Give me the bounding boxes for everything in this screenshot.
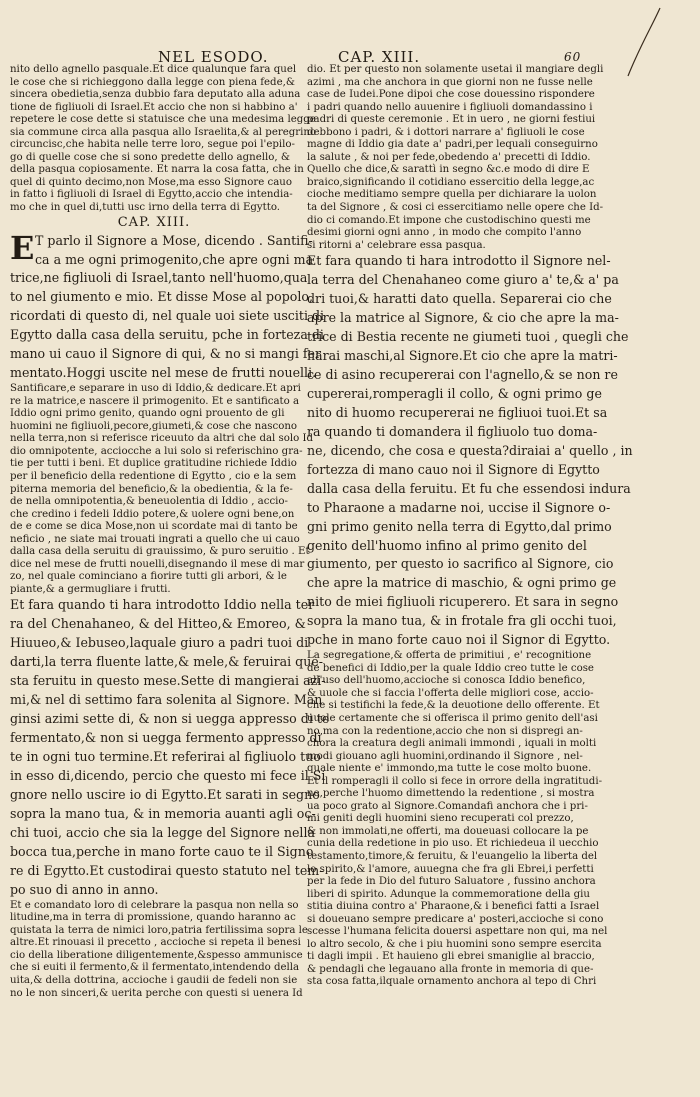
text-line: re di Egytto.Et custodirai questo statuto nel tem- [10, 862, 324, 878]
text-line: nito di huomo recupererai ne figliuoi tuoi.Et sa [307, 404, 608, 420]
text-line: sopra la mano tua, & in memoria auanti agli oc- [10, 805, 316, 821]
text-line: uita,& della dottrina, accioche i gaudii de fedeli non sie [10, 975, 298, 987]
drop-cap-paragraph [10, 228, 314, 270]
text-line: stitia diuina contro a' Pharaone,& i benefici fatti a Israel [307, 901, 600, 913]
text-line: Quello che dice,& sarattì in segno &c.e modo di dire E [307, 164, 590, 176]
text-line: Santificare,e separare in uso di Iddio,& dedicare.Et apri [10, 383, 301, 395]
text-line: in esso di,dicendo, percio che questo mi fece il Si [10, 768, 326, 784]
text-line: de nella omnipotentia,& beneuolentia di Iddio , accio- [10, 496, 288, 508]
text-line: apre la matrice al Signore, & cio che apre la ma- [307, 310, 619, 326]
text-line: braico,significando il cotidiano essercitio della legge,ac [307, 176, 595, 188]
folio-number: 60 [564, 50, 582, 64]
text-line: to Pharaone a madarne noi, uccise il Signore o- [307, 499, 611, 515]
text-line: & uuole che si faccia l'offerta delle migliori cose, accio- [307, 687, 594, 699]
text-line: scesse l'humana felicita douersi aspettare non qui, ma nel [307, 926, 608, 938]
commentary-paragraph [10, 899, 308, 1000]
text-line: La segregatione,& offerta de primitiui , e' recognitione [307, 650, 592, 662]
text-line: chi tuoi, accio che sia la legge del Signore nella [10, 824, 315, 840]
text-line: & pendagli che legauano alla fronte in memoria di que- [307, 963, 594, 975]
text-line: dio omnipotente, acciocche a lui solo si referischino gra- [10, 445, 303, 457]
text-line: dri tuoi,& haratti dato quella. Separerai cio che [307, 291, 612, 307]
text-line: dio ci comando.Et impone che custodischino questi me [307, 214, 591, 226]
text-line: giumento, per questo io sacrifico al Signore, cio [307, 556, 614, 572]
text-line: la salute , & noi per fede,obedendo a' precetti di Iddio. [307, 151, 591, 163]
text-line: Hiuueo,& Iebuseo,laquale giuro a padri tuoi di [10, 635, 309, 651]
text-line: sopra la mano tua, & in frotale fra gli occhi tuoi, [307, 613, 617, 629]
text-line: pche in mano forte cauo noi il Signor di Egytto. [307, 632, 611, 648]
text-line: mi,& nel di settimo fara solenita al Signore. Man [10, 692, 323, 708]
text-line: gnore nello uscire io di Egytto.Et sarati in segno [10, 787, 320, 803]
text-line: cioche meditiamo sempre quella per dichiarare la uolon [307, 189, 597, 201]
chapter-title: CAP. XIII. [117, 214, 191, 230]
text-line: cunia della redetione in pio uso. Et richiedeua il uecchio [307, 838, 599, 850]
text-line: de benefici di Iddio,per la quale Iddio creo tutte le cose [307, 662, 594, 674]
text-line: uuole certamente che si offerisca il primo genito dell'asi [307, 712, 598, 724]
scripture-paragraph [10, 269, 325, 383]
text-line: testamento,timore,& feruitu, & l'euangelio la liberta del [307, 850, 598, 862]
text-line: nito de miei figliuoli ricuperero. Et sara in segno [307, 594, 619, 610]
commentary-paragraph [307, 64, 604, 252]
text-line: ra del Chenahaneo, & del Hitteo,& Emoreo, & [10, 616, 306, 632]
text-line: to nel giumento e mio. Et disse Mose al popolo, [10, 289, 313, 305]
text-line: re la matrice,e nascere il primogenito. Et e santificato a [10, 395, 300, 407]
text-line: Et fara quando ti hara introdotto Iddio nella ter [10, 597, 315, 613]
text-line: si ritorni a' celebrare essa pasqua. [307, 239, 486, 251]
running-head: NEL ESODO. [158, 48, 269, 66]
scripture-lines-drop [10, 228, 314, 270]
text-line: piante,& a germugliare i frutti. [10, 583, 171, 595]
text-line: fortezza di mano cauo noi il Signore di Egytto [307, 461, 600, 477]
text-line: che si euiti il fermento,& il fermentato,intendendo della [10, 962, 300, 974]
text-line: in fatto i figliuoli di Israel di Egytto,accio che intendia- [10, 189, 293, 201]
scripture-paragraph [10, 596, 330, 899]
text-line: mano ui cauo il Signore di qui, & no si mangi fer [10, 346, 321, 362]
text-line: cupererai,romperagli il collo, & ogni primo ge [307, 385, 602, 401]
text-line: fermentato,& non si uegga fermento appresso di [10, 730, 322, 746]
text-line: genito dell'huomo infino al primo genito del [307, 537, 587, 553]
left-column [10, 64, 330, 1000]
text-line: nito dello agnello pasquale.Et dice qualunque fara quel [10, 64, 297, 75]
text-line: della pasqua copiosamente. Et narra la cosa fatta, che in [10, 164, 304, 176]
text-line: debbono i padri, & i dottori narrare a' figliuoli le cose [307, 126, 585, 138]
text-line: quistata la terra de nimici loro,patria fertilissima sopra le [10, 924, 308, 936]
text-line: azimi , ma che anchora in que giorni non ne fusse nelle [307, 76, 593, 88]
text-line: all'uso dell'huomo,accioche si conosca Iddio benefico, [307, 675, 586, 687]
text-line: che apre la matrice di maschio, & ogni primo ge [307, 575, 617, 591]
text-line: darti,la terra fluente latte,& mele,& feruirai que- [10, 654, 324, 670]
text-line: piterna memoria del beneficio,& la obedientia, & la fe- [10, 483, 293, 495]
text-line: litudine,ma in terra di promissione, quando haranno ac [10, 912, 296, 924]
text-line: padri di queste ceremonie . Et in uero , ne giorni festiui [307, 114, 596, 126]
text-line: ra quando ti domandera il figliuolo tuo doma- [307, 423, 598, 439]
text-line: tie per tutti i beni. Et duplice gratitudine richiede Iddio [10, 458, 297, 470]
text-line: neficio , ne siate mai trouati ingrati a quello che ui cauo [10, 533, 300, 545]
text-line: per il beneficio della redentione di Egytto , cio e la sem [10, 471, 297, 483]
text-line: sia commune circa alla pasqua allo Israelita,& al peregrino [10, 126, 317, 138]
text-line: te in ogni tuo termine.Et referirai al figliuolo tuo [10, 749, 321, 765]
text-line: mo che in quel di,tutti usc irno della terra di Egytto. [10, 202, 281, 214]
text-line: trice di Bestia recente ne giumeti tuoi , quegli che [307, 329, 629, 345]
text-line: i padri quando nello auuenire i figliuoli domandassino i [307, 101, 593, 113]
text-line: harai maschi,al Signore.Et cio che apre la matri- [307, 347, 618, 363]
text-line: T parlo il Signore a Mose, dicendo . Santifi- [35, 232, 313, 248]
text-line: mi geniti degli huomini sieno recuperati col prezzo, [307, 813, 574, 825]
text-line: Iddio ogni primo genito, quando ogni prouento de gli [10, 408, 285, 420]
text-line: ca a me ogni primogenito,che apre ogni ma [35, 251, 314, 267]
text-line: sta feruitu in questo mese.Sette di mangierai azi- [10, 673, 326, 689]
text-line: dalla casa della seruitu di grauissimo, & puro seruitio . Et [10, 546, 310, 558]
text-line: modi giouano agli huomini,ordinando il Signore , nel- [307, 750, 583, 762]
text-line: Egytto dalla casa della seruitu, pche in forteza di [10, 327, 324, 343]
text-line: quale niente e' immondo,ma tutte le cose molto buone. [307, 763, 592, 775]
text-line: ti dagli impii . Et hauieno gli ebrei smaniglie al braccio, [307, 951, 595, 963]
text-line: no le non sinceri,& uerita perche con questi si uenera Id [10, 987, 303, 999]
text-line: che si testifichi la fede,& la deuotione dello offerente. Et [307, 700, 600, 712]
text-line: la terra del Chenahaneo come giuro a' te,& a' pa [307, 272, 619, 288]
text-line: repetere le cose dette si statuisce che una medesima legge [10, 114, 316, 126]
text-line: altre.Et rinouasi il precetto , accioche si repeta il benesi [10, 937, 301, 949]
text-line: nella terra,non si referisce riceuuto da altri che dal solo Id [10, 433, 314, 445]
text-line: Et fara quando ti hara introdotto il Signore nel- [307, 253, 611, 269]
text-line: sta cosa fatta,ilquale ornamento anchora al tepo di Chri [307, 976, 597, 988]
text-line: quel di quinto decimo,non Mose,ma esso Signore cauo [10, 176, 292, 188]
text-line: si doueuano sempre predicare a' posteri,accioche si cono [307, 913, 604, 925]
text-line: desimi giorni ogni anno , in modo che compito l'anno [307, 227, 582, 239]
text-line: & non immolati,ne offerti, ma doueuasi collocare la pe [307, 825, 589, 837]
commentary-paragraph [10, 383, 314, 596]
text-line: che credino i fedeli Iddio potere,& uolere ogni bene,on [10, 508, 295, 520]
text-line: ta del Signore , & cosi ci essercitiamo nelle opere che Id- [307, 202, 604, 214]
text-line: huomini ne figliuoli,pecore,giumeti,& cose che nascono [10, 420, 298, 432]
text-line: zo, nel quale cominciano a fiorire tutti gli arbori, & le [10, 571, 287, 583]
scripture-paragraph [307, 252, 633, 650]
chapter-head: CAP. XIII. [338, 48, 421, 66]
text-line: ricordati di questo di, nel quale uoi siete usciti di [10, 308, 325, 324]
text-line: lo altro secolo, & che i piu huomini sono sempre esercita [307, 938, 602, 950]
text-line: mentato.Hoggi uscite nel mese de frutti nouelli. [10, 365, 317, 381]
text-line: ne,perche l'huomo dimettendo la redentione , si mostra [307, 788, 595, 800]
text-line: magne di Iddio gia date a' padri,per lequali conseguirno [307, 139, 598, 151]
text-line: Et il romperagli il collo si fece in orrore della ingratitudi- [307, 775, 603, 787]
text-line: bocca tua,perche in mano forte cauo te il Signo [10, 843, 314, 859]
text-line: circuncisc,che habita nelle terre loro, segue poi l'epilo- [10, 139, 295, 151]
text-line: ne, dicendo, che cosa e questa?diraiai a' quello , in [307, 442, 633, 458]
text-line: gni primo genito nella terra di Egytto,dal primo [307, 518, 612, 534]
text-line: dio. Et per questo non solamente usetai il mangiare degli [307, 64, 604, 75]
text-line: de e come se dica Mose,non ui scordate mai di tanto be [10, 521, 298, 533]
text-line: ua poco grato al Signore.Comandafi anchora che i pri- [307, 800, 588, 812]
text-line: lo spirito,& l'amore, auuegna che fra gli Ebrei,i perfetti [307, 863, 594, 875]
text-line: cio della liberatione diligentemente,&spesso ammunisce [10, 949, 303, 961]
text-line: no,ma con la redentione,accio che non si dispregi an- [307, 725, 583, 737]
text-line: Et e comandato loro di celebrare la pasqua non nella so [10, 899, 299, 911]
text-line: sincera obedietia,senza dubbio fara deputato alla aduna [10, 89, 301, 101]
text-line: case de Iudei.Pone dipoi che cose douessino rispondere [307, 89, 595, 101]
text-line: liberi di spirito. Adunque la commemoratione della giu [307, 888, 590, 900]
text-line: le cose che si richieggono dalla legge con piena fede,& [10, 76, 295, 88]
text-line: ce di asino recupererai con l'agnello,& se non re [307, 366, 618, 382]
text-line: per la fede in Dio del futuro Saluatore , fussino anchora [307, 876, 596, 888]
drop-cap-letter: E [10, 228, 35, 267]
text-line: ginsi azimi sette di, & non si uegga appresso di te [10, 711, 330, 727]
text-line: dice nel mese de frutti nouelli,disegnando il mese di mar [10, 558, 305, 570]
commentary-paragraph [10, 64, 317, 215]
text-line: go di quelle cose che si sono predette dello agnello, & [10, 151, 290, 163]
text-line: chora la creatura degli animali immondi , iquali in molti [307, 738, 597, 750]
commentary-paragraph [307, 650, 608, 989]
text-line: po suo di anno in anno. [10, 881, 159, 897]
text-line: tione de figliuoli di Israel.Et accio che non si habbino a' [10, 101, 298, 113]
right-column [307, 64, 633, 989]
text-line: trice,ne figliuoli di Israel,tanto nell'huomo,qua [10, 270, 308, 286]
text-line: dalla casa della feruitu. Et fu che essendosi indura [307, 480, 631, 496]
